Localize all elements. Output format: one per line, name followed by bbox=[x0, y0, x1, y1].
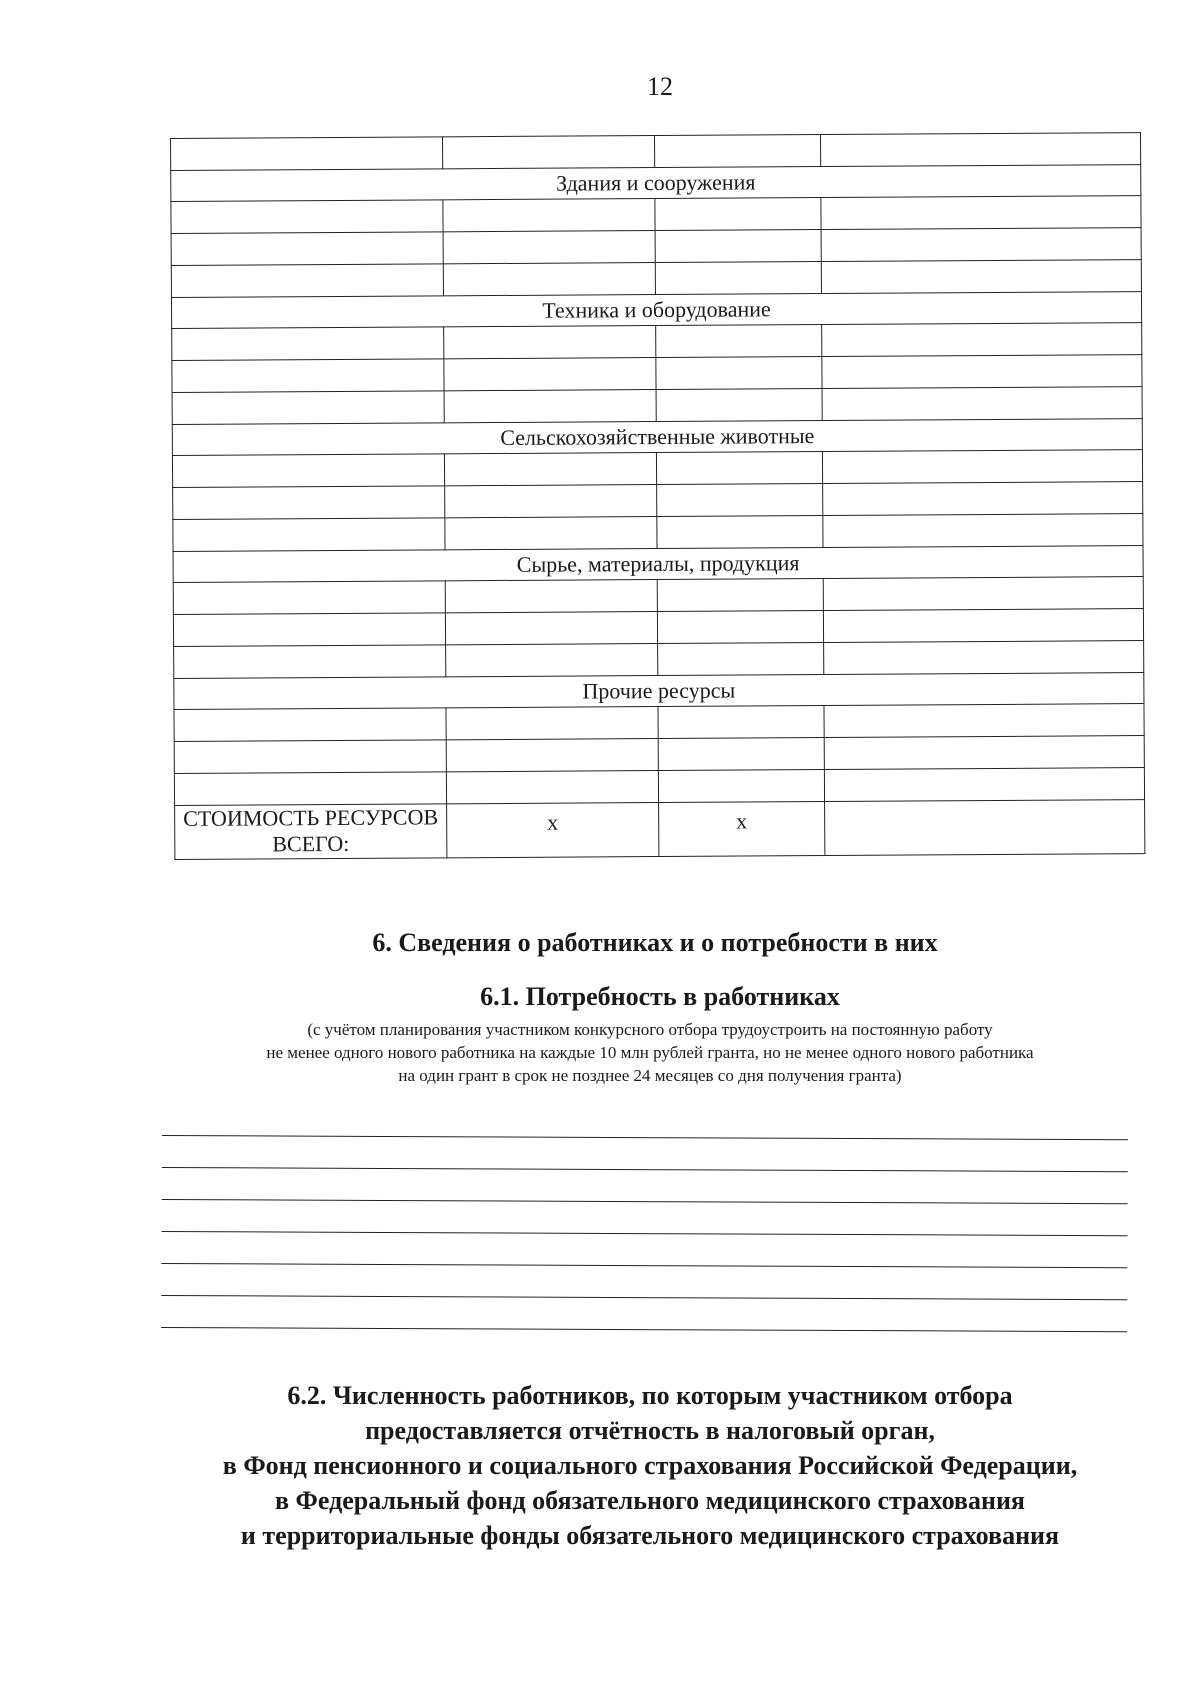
table-cell[interactable] bbox=[171, 232, 443, 266]
heading-line: в Фонд пенсионного и социального страхования Российской Федерации, bbox=[222, 1451, 1078, 1480]
table-cell[interactable] bbox=[171, 200, 443, 234]
table-cell[interactable] bbox=[655, 262, 821, 295]
table-cell[interactable] bbox=[446, 644, 658, 677]
table-cell[interactable] bbox=[657, 579, 823, 612]
fill-line[interactable] bbox=[162, 1231, 1128, 1236]
table-cell[interactable] bbox=[173, 518, 445, 552]
table-cell[interactable] bbox=[444, 390, 656, 423]
fill-in-lines bbox=[161, 1135, 1128, 1363]
table-cell[interactable] bbox=[823, 577, 1143, 611]
heading-line: предоставляется отчётность в налоговый орган, bbox=[365, 1416, 935, 1445]
note-line: не менее одного нового работника на каждые 10 млн рублей гранта, но не менее одного нового работника bbox=[266, 1043, 1034, 1062]
table-cell[interactable] bbox=[824, 768, 1144, 802]
table-cell[interactable] bbox=[658, 770, 824, 803]
table-cell[interactable] bbox=[822, 323, 1142, 357]
table-cell[interactable] bbox=[444, 358, 656, 391]
table-cell[interactable] bbox=[171, 264, 443, 298]
fill-line[interactable] bbox=[162, 1167, 1128, 1172]
table-cell[interactable] bbox=[657, 484, 823, 517]
table-cell[interactable] bbox=[443, 263, 655, 296]
table-cell[interactable] bbox=[822, 450, 1142, 484]
table-cell[interactable] bbox=[657, 516, 823, 549]
note-line: (с учётом планирования участником конкурсного отбора трудоустроить на постоянную работу bbox=[307, 1020, 993, 1039]
table-cell[interactable] bbox=[444, 326, 656, 359]
table-cell[interactable] bbox=[658, 706, 824, 739]
total-value-cell[interactable] bbox=[825, 800, 1145, 856]
table-cell[interactable] bbox=[658, 643, 824, 676]
table-cell[interactable] bbox=[823, 609, 1143, 643]
table-cell[interactable] bbox=[822, 387, 1142, 421]
table-cell[interactable] bbox=[172, 359, 444, 393]
table-cell[interactable] bbox=[654, 135, 820, 168]
table-cell[interactable] bbox=[655, 230, 821, 263]
note-line: на один грант в срок не позднее 24 месяцев со дня получения гранта) bbox=[398, 1066, 902, 1085]
table-cell[interactable] bbox=[446, 707, 658, 740]
total-cell-x: x bbox=[447, 803, 659, 858]
section-6-2-title bbox=[120, 1378, 1180, 1553]
table-cell[interactable] bbox=[174, 708, 446, 742]
table-cell[interactable] bbox=[442, 136, 654, 169]
table-cell[interactable] bbox=[445, 612, 657, 645]
table-cell[interactable] bbox=[820, 133, 1140, 167]
table-cell[interactable] bbox=[445, 485, 657, 518]
fill-line[interactable] bbox=[161, 1327, 1127, 1332]
category-equipment: Техника и оборудование bbox=[171, 292, 1141, 329]
table-cell[interactable] bbox=[821, 260, 1141, 294]
section-6-title: 6. Сведения о работниках и о потребности в них bbox=[372, 928, 938, 957]
total-cell-x: x bbox=[659, 802, 825, 857]
table-cell[interactable] bbox=[174, 772, 446, 806]
table-cell[interactable] bbox=[445, 580, 657, 613]
table-cell[interactable] bbox=[173, 581, 445, 615]
total-label: СТОИМОСТЬ РЕСУРСОВ ВСЕГО: bbox=[175, 804, 447, 859]
category-buildings: Здания и сооружения bbox=[171, 165, 1141, 202]
table-cell[interactable] bbox=[173, 613, 445, 647]
table-cell[interactable] bbox=[443, 231, 655, 264]
table-cell[interactable] bbox=[655, 198, 821, 231]
table-cell[interactable] bbox=[443, 199, 655, 232]
table-cell[interactable] bbox=[656, 452, 822, 485]
total-row bbox=[175, 800, 1145, 860]
table-cell[interactable] bbox=[656, 325, 822, 358]
fill-line[interactable] bbox=[161, 1295, 1127, 1300]
table-cell[interactable] bbox=[445, 517, 657, 550]
heading-line: 6.2. Численность работников, по которым участником отбора bbox=[287, 1381, 1013, 1410]
table-cell[interactable] bbox=[444, 453, 656, 486]
table-cell[interactable] bbox=[173, 486, 445, 520]
table-cell[interactable] bbox=[446, 739, 658, 772]
category-animals: Сельскохозяйственные животные bbox=[172, 419, 1142, 456]
table-cell[interactable] bbox=[821, 228, 1141, 262]
table-cell[interactable] bbox=[174, 740, 446, 774]
table-cell[interactable] bbox=[824, 641, 1144, 675]
resources-table bbox=[170, 132, 1145, 860]
category-other: Прочие ресурсы bbox=[174, 673, 1144, 710]
section-6-1-note bbox=[120, 1018, 1180, 1087]
table-cell[interactable] bbox=[172, 391, 444, 425]
fill-line[interactable] bbox=[162, 1135, 1128, 1140]
section-6-1-title: 6.1. Потребность в работниках bbox=[480, 982, 840, 1011]
table-cell[interactable] bbox=[823, 514, 1143, 548]
table-cell[interactable] bbox=[821, 196, 1141, 230]
table-cell[interactable] bbox=[172, 454, 444, 488]
table-cell[interactable] bbox=[824, 736, 1144, 770]
table-cell[interactable] bbox=[171, 137, 443, 171]
table-cell[interactable] bbox=[446, 771, 658, 804]
heading-line: и территориальные фонды обязательного медицинского страхования bbox=[240, 1521, 1060, 1550]
table-cell[interactable] bbox=[656, 357, 822, 390]
table-cell[interactable] bbox=[657, 611, 823, 644]
table-cell[interactable] bbox=[823, 482, 1143, 516]
page-number: 12 bbox=[647, 72, 673, 101]
heading-line: в Федеральный фонд обязательного медицинского страхования bbox=[275, 1486, 1025, 1515]
fill-line[interactable] bbox=[161, 1263, 1127, 1268]
table-cell[interactable] bbox=[656, 389, 822, 422]
table-cell[interactable] bbox=[822, 355, 1142, 389]
fill-line[interactable] bbox=[162, 1199, 1128, 1204]
table-cell[interactable] bbox=[658, 738, 824, 771]
table-cell[interactable] bbox=[172, 327, 444, 361]
table-cell[interactable] bbox=[174, 645, 446, 679]
category-materials: Сырье, материалы, продукция bbox=[173, 546, 1143, 583]
table-cell[interactable] bbox=[824, 704, 1144, 738]
